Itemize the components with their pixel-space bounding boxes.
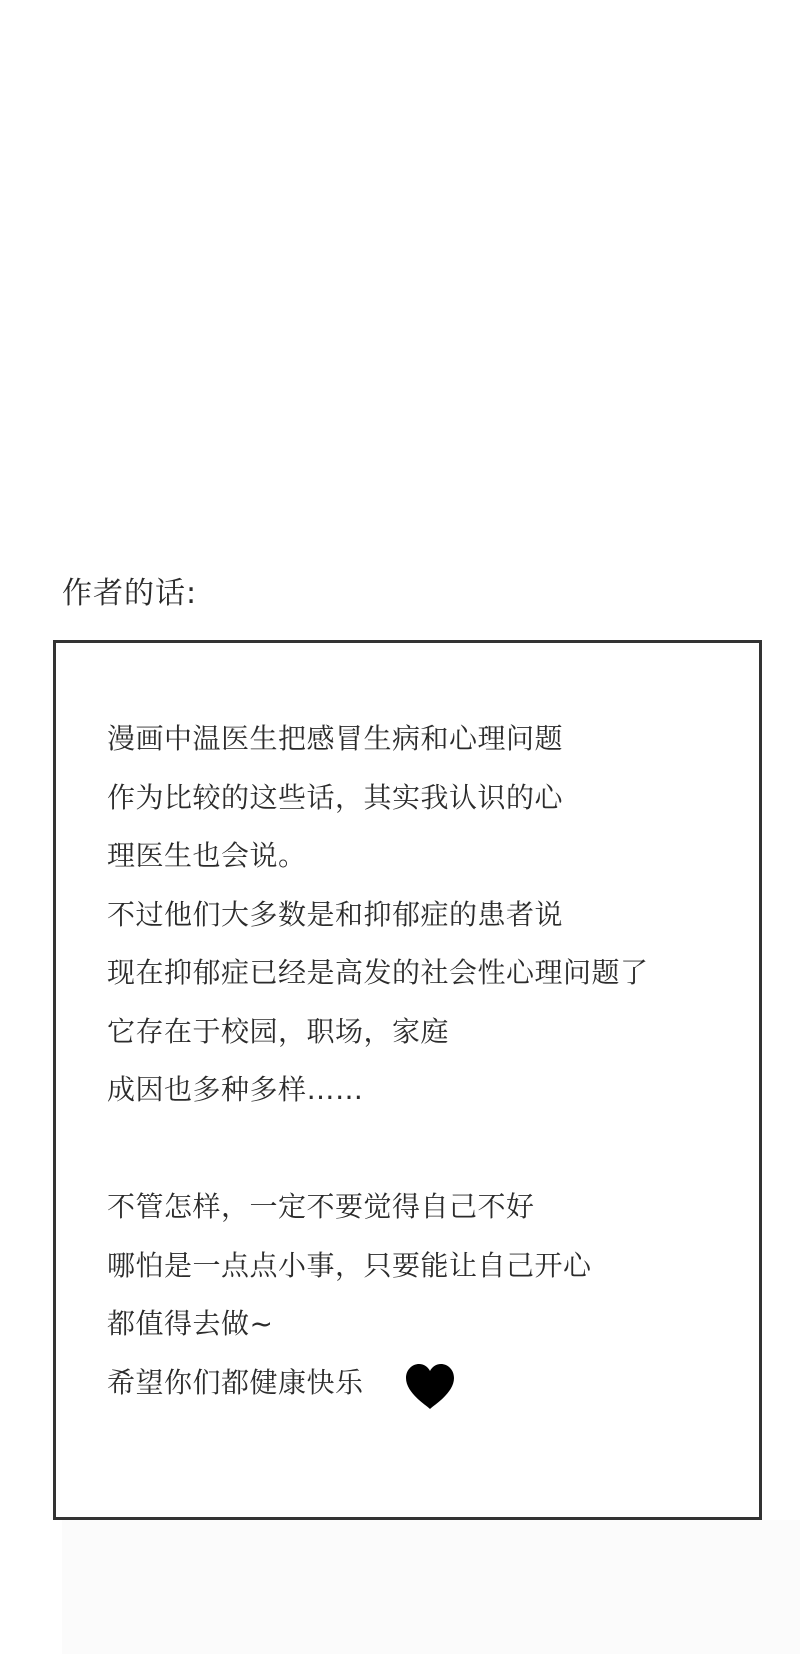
note-closing-line — [107, 1354, 767, 1413]
bottom-panel — [62, 1520, 800, 1654]
note-line: 哪怕是一点点小事，只要能让自己开心 — [107, 1248, 592, 1282]
note-line: 不管怎样，一定不要觉得自己不好 — [107, 1190, 535, 1223]
note-line: 漫画中温医生把感冒生病和心理问题 — [107, 722, 564, 755]
note-line: 不过他们大多数是和抑郁症的患者说 — [107, 897, 564, 931]
note-line: 理医生也会说。 — [107, 839, 307, 872]
note-line: 作为比较的这些话，其实我认识的心 — [107, 780, 564, 814]
closing-wish: 希望你们都健康快乐 — [107, 1365, 364, 1399]
note-line: 现在抑郁症已经是高发的社会性心理问题了 — [107, 956, 649, 989]
note-line: 都值得去做~ — [107, 1307, 274, 1340]
note-line: 成因也多种多样…… — [107, 1073, 364, 1106]
note-line: 它存在于校园，职场，家庭 — [107, 1014, 450, 1048]
paragraph-spacer — [107, 1120, 767, 1179]
author-note-heading: 作者的话: — [62, 576, 198, 611]
heart-icon — [404, 1363, 456, 1411]
author-note-text — [107, 710, 767, 1412]
